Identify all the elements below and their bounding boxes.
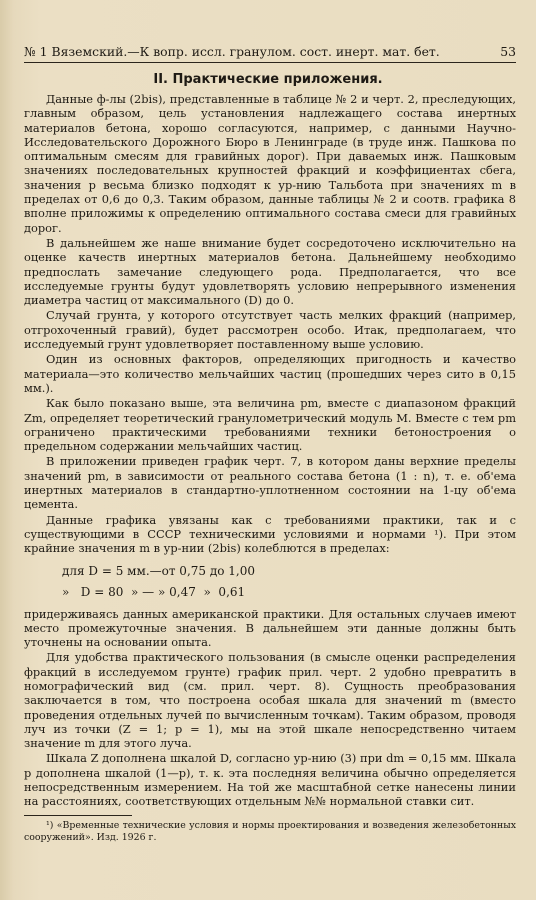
body-text (24, 92, 516, 810)
formula-line: для D = 5 мм.—от 0,75 до 1,00 (62, 563, 255, 578)
formula-line: » D = 80 » — » 0,47 » 0,61 (62, 584, 246, 599)
paragraph: Данные графика увязаны как с требованиями практики, так и с существующими в СССР техническими условиями и нормами ¹). При этом крайние значения m в ур-нии (2bis) колеблются в пределах: (24, 512, 516, 556)
footnote-rule (24, 815, 132, 816)
paragraph: Случай грунта, у которого отсутствует часть мелких фракций (например, отгрохоченный гравий), будет рассмотрен особо. Итак, предполагаем, что исследуемый грунт удовлетворяет поставленному выше условию. (24, 308, 516, 352)
paragraph: Для удобства практического пользования (в смысле оценки распределения фракций в исследуемом грунте) график прил. черт. 2 удобно превратить в номографический вид (см. прил. черт. 8). Сущность преобразования заключается в том, что построена особая шкала для значений m (вместо проведения отдельных лучей по вычисленным точкам). Таким образом, проводя луч из точки (Z = 1; p = 1), мы на этой шкале непосредственно читаем значение m для этого луча. (24, 650, 516, 751)
footnote (24, 820, 516, 845)
footnote-text: ¹) «Временные технические условия и нормы проектирования и возведения железобетонных сооружений». Изд. 1926 г. (24, 820, 516, 844)
paragraph: В приложении приведен график черт. 7, в котором даны верхние пределы значений pm, в зависимости от реального состава бетона (1 : n), т. е. об'ема инертных материалов в стандартно-уплотненном состоянии на 1-цу об'ема цемента. (24, 454, 516, 512)
header-title: № 1 Вяземский.—К вопр. иссл. гранулом. сост. инерт. мат. бет. (24, 44, 440, 59)
paragraph: Данные ф-лы (2bis), представленные в таблице № 2 и черт. 2, преследующих, главным образом, цель установления надлежащего состава инертных материалов бетона, хорошо согласуются, например, с данными Научно-Исследовательского Дорожного Бюро в Ленинграде (в труде инж. Пашкова по оптимальным смесям для гравийных дорог). При даваемых инж. Пашковым значениях последовательных крупностей фракций и коэффициентах сбега, значения p весьма близко подходят к ур-нию Тальбота при значениях m в пределах от 0,6 до 0,3. Таким образом, данные таблицы № 2 и соотв. графика 8 вполне приложимы к определению оптимального состава смеси для гравийных дорог. (24, 92, 516, 235)
paragraph: Шкала Z дополнена шкалой D, согласно ур-нию (3) при dm = 0,15 мм. Шкала p дополнена шкалой (1—p), т. к. эта последняя величина обычно определяется непосредственным измерением. На той же масштабной сетке нанесены линии на расстояниях, соответствующих отдельным №№ нормальной ставки сит. (24, 751, 516, 809)
paragraph: придерживаясь данных американской практики. Для остальных случаев имеют место промежуточные значения. В дальнейшем эти данные должны быть уточнены на основании опыта. (24, 606, 516, 650)
page-number: 53 (500, 44, 516, 59)
paragraph: В дальнейшем же наше внимание будет сосредоточено исключительно на оценке качеств инертных материалов бетона. Дальнейшему необходимо предпослать замечание следующего рода. Предполагается, что все исследуемые грунты будут удовлетворять условию непрерывного изменения диаметра частиц от максимального (D) до 0. (24, 235, 516, 308)
paragraph: Один из основных факторов, определяющих пригодность и качество материала—это количество мельчайших частиц (прошедших через сито в 0,15 мм.). (24, 352, 516, 395)
header-rule (24, 62, 516, 63)
section-title: II. Практические приложения. (153, 72, 383, 87)
paragraph: Как было показано выше, эта величина pm, вместе с диапазоном фракций Zm, определяет теоретический гранулометрический модуль M. Вместе с тем pm ограничено практическими требованиями техники бетоностроения о предельном содержании мельчайших частиц. (24, 396, 516, 454)
